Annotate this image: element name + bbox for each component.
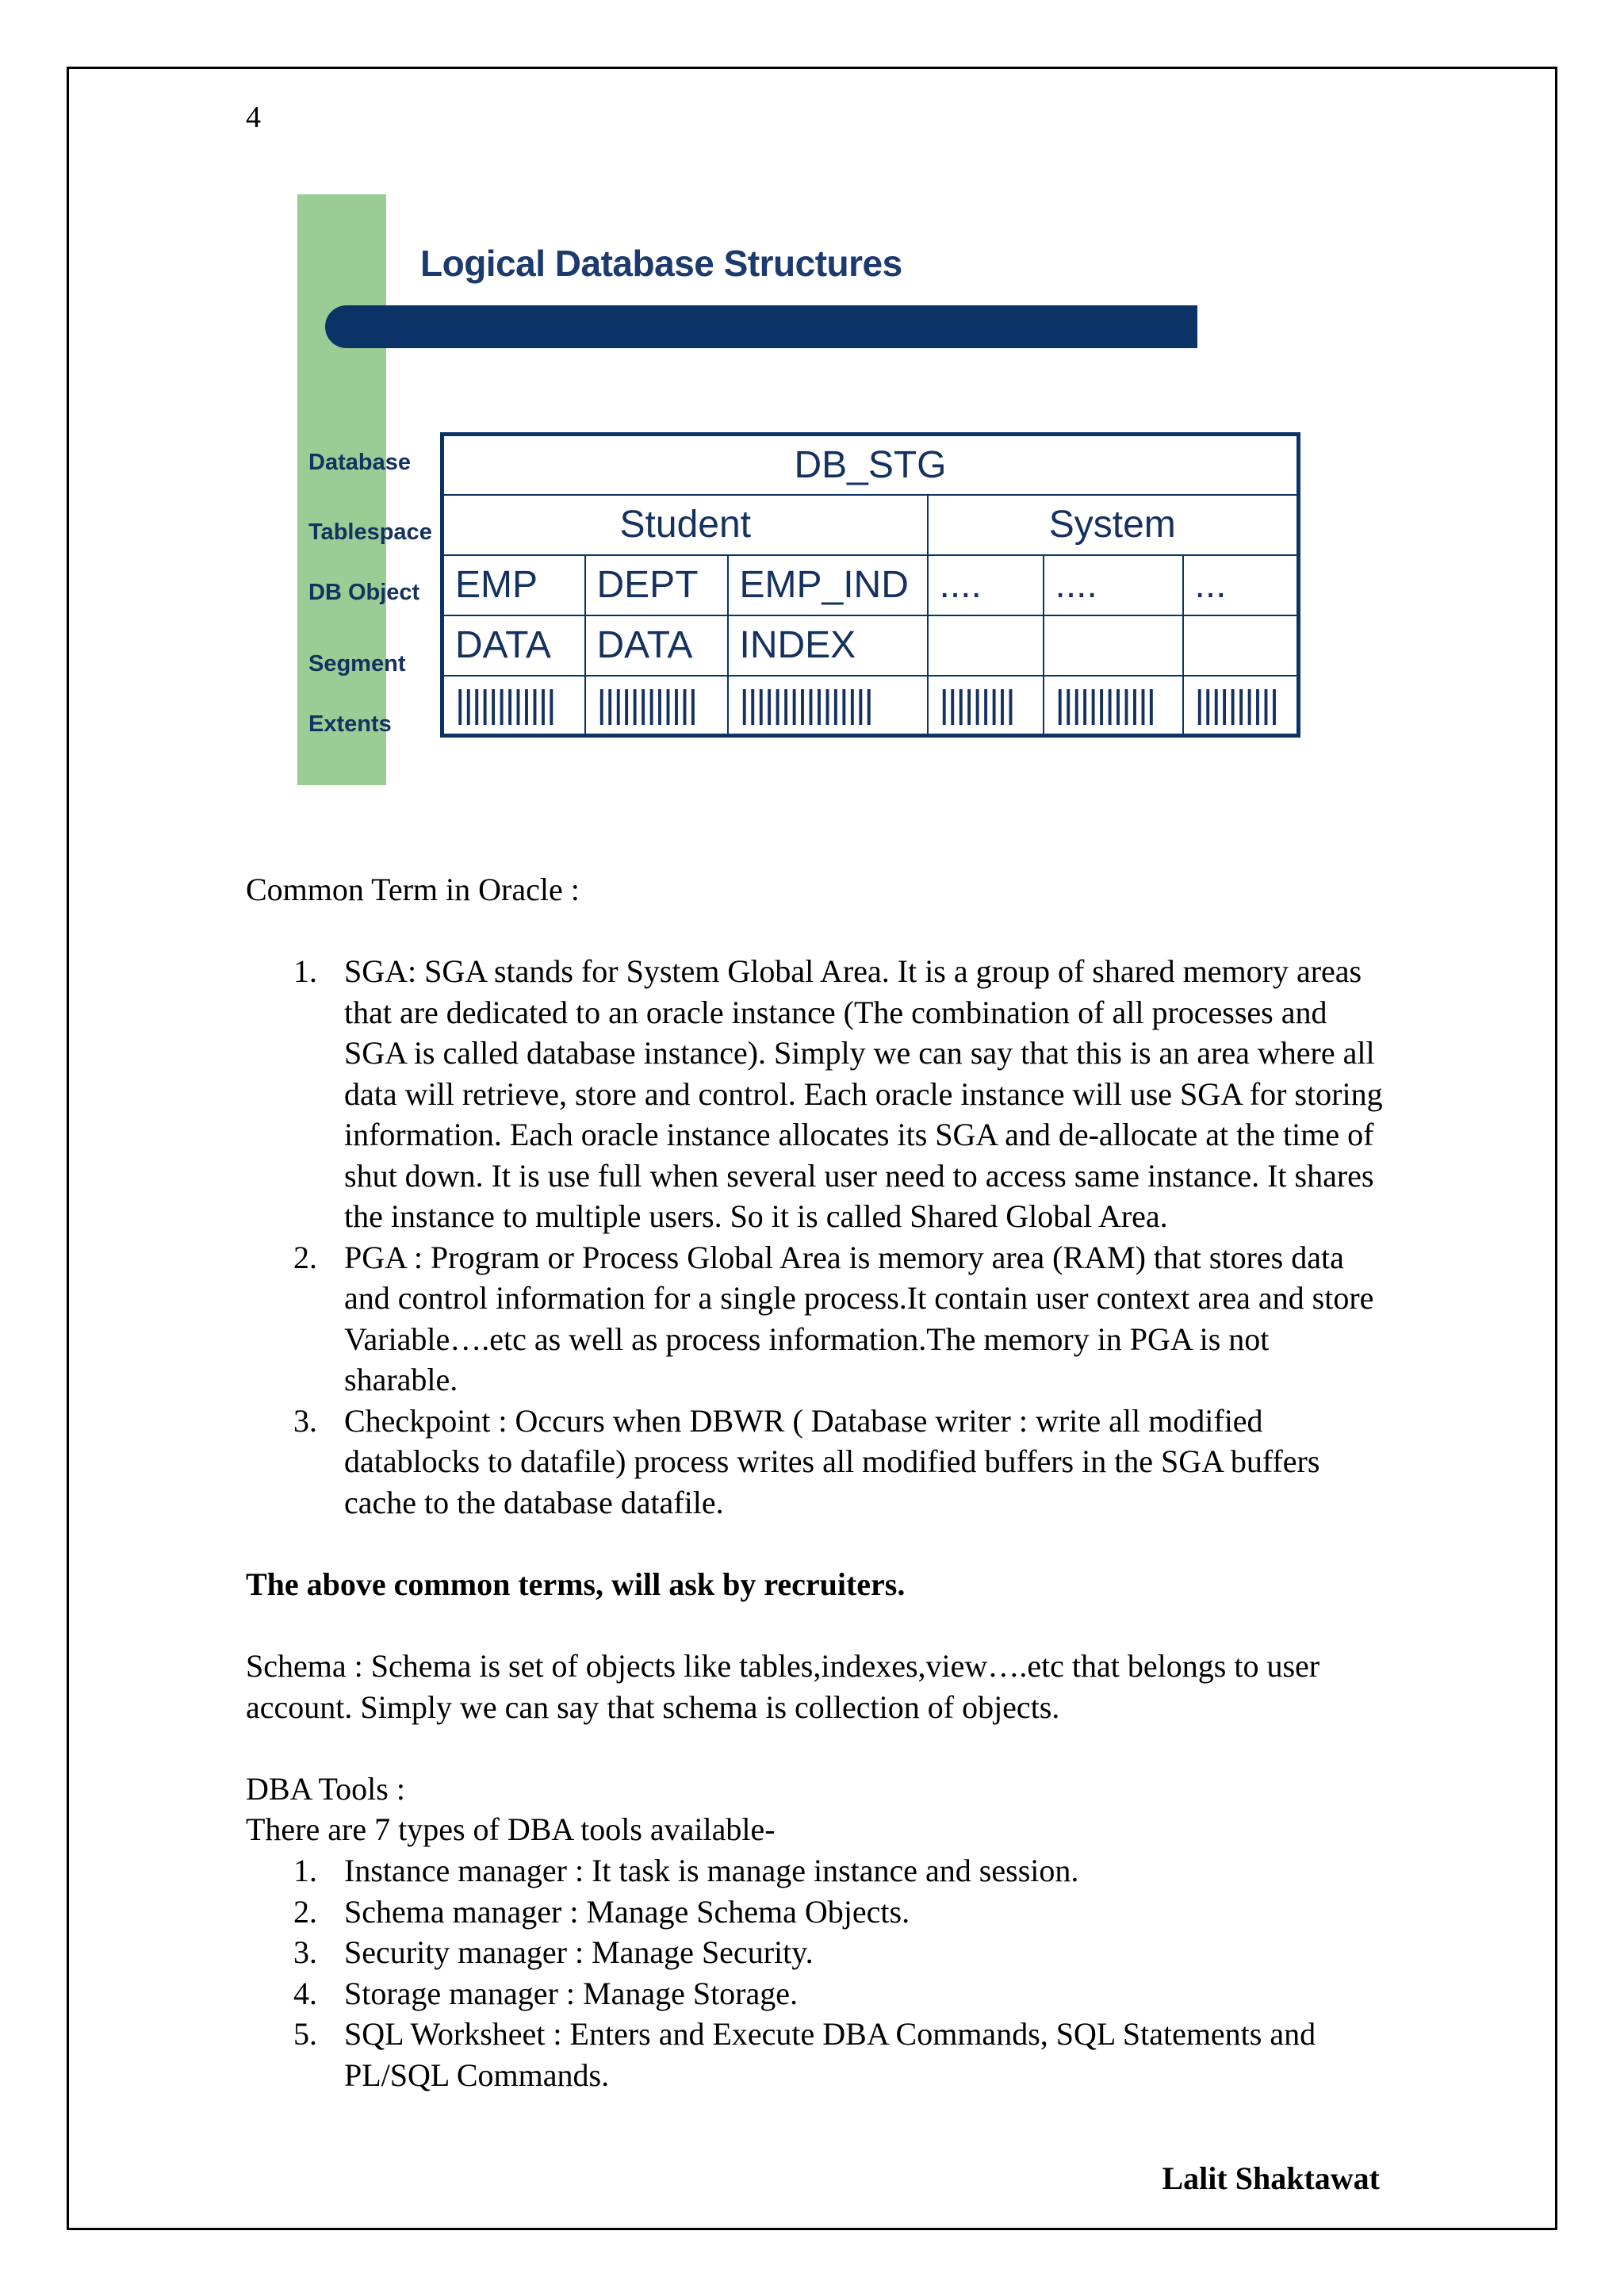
list-number: 5. <box>293 2016 317 2052</box>
row-label-extents: Extents <box>308 711 392 737</box>
figure-side-bar <box>297 194 386 785</box>
list-item <box>246 2014 1388 2095</box>
extent-cell: |||||||||||||||| <box>728 676 928 736</box>
object-cell: EMP <box>442 555 585 615</box>
object-cell: ... <box>1183 555 1299 615</box>
list-text: Checkpoint : Occurs when DBWR ( Database writer : write all modified datablocks to datafile) process writes all modified buffers in the SGA buffers cache to the database datafile. <box>344 1402 1320 1520</box>
row-label-database: Database <box>308 450 411 475</box>
list-number: 1. <box>293 953 317 989</box>
list-text: Security manager : Manage Security. <box>344 1934 814 1970</box>
list-item <box>246 1973 1388 2014</box>
extent-cell: |||||||||| <box>1183 676 1299 736</box>
page-number: 4 <box>246 101 261 134</box>
list-text: SQL Worksheet : Enters and Execute DBA Commands, SQL Statements and PL/SQL Commands. <box>344 2016 1316 2093</box>
common-terms-heading: Common Term in Oracle : <box>246 872 580 907</box>
extent-cell: |||||||||||| <box>1044 676 1183 736</box>
list-item <box>246 1237 1388 1401</box>
list-number: 2. <box>293 1893 317 1930</box>
list-item <box>246 1892 1388 1933</box>
segment-cell <box>1044 615 1183 676</box>
common-terms-list <box>246 951 1388 1523</box>
list-text: Storage manager : Manage Storage. <box>344 1975 799 2011</box>
figure-title: Logical Database Structures <box>420 243 902 284</box>
list-item <box>246 1850 1388 1892</box>
dba-tools-intro: There are 7 types of DBA tools available- <box>246 1811 776 1847</box>
segment-cell: DATA <box>442 615 585 676</box>
extent-cell: |||||||||||| <box>442 676 585 736</box>
structures-table <box>440 432 1300 738</box>
list-text: PGA : Program or Process Global Area is memory area (RAM) that stores data and control information for a single process.It contain user context area and store Variable….etc as well as process information.The memory in PGA is not sharable. <box>344 1239 1374 1397</box>
author-name: Lalit Shaktawat <box>1162 2160 1380 2196</box>
row-label-segment: Segment <box>308 651 406 677</box>
recruiter-note: The above common terms, will ask by recruiters. <box>246 1566 906 1602</box>
object-cell: DEPT <box>585 555 728 615</box>
logical-structures-figure <box>297 194 1328 789</box>
segment-cell <box>928 615 1044 676</box>
object-cell: .... <box>1044 555 1183 615</box>
segment-cell: INDEX <box>728 615 928 676</box>
row-label-db-object: DB Object <box>308 580 420 605</box>
object-cell: EMP_IND <box>728 555 928 615</box>
list-text: Instance manager : It task is manage instance and session. <box>344 1853 1079 1888</box>
segment-cell: DATA <box>585 615 728 676</box>
dba-tools-list <box>246 1850 1388 2095</box>
object-cell: .... <box>928 555 1044 615</box>
list-number: 2. <box>293 1239 317 1275</box>
list-item <box>246 1932 1388 1973</box>
tablespace-cell: System <box>928 495 1299 555</box>
list-text: SGA: SGA stands for System Global Area. It is a group of shared memory areas that are dedicated to an oracle instance (The combination of all processes and SGA is called database instance). Simply we can say that this is an area where all data will retrieve, store and control. Each oracle instance will use SGA for storing information. Each oracle instance allocates its SGA and de-allocate at the time of shut down. It is use full when several user need to access same instance. It shares the instance to multiple users. So it is called Shared Global Area. <box>344 953 1383 1234</box>
tablespace-cell: Student <box>442 495 928 555</box>
list-text: Schema manager : Manage Schema Objects. <box>344 1893 910 1930</box>
extent-cell: ||||||||| <box>928 676 1044 736</box>
segment-cell <box>1183 615 1299 676</box>
row-label-tablespace: Tablespace <box>308 519 432 545</box>
dba-tools-heading: DBA Tools : <box>246 1771 405 1807</box>
list-item <box>246 951 1388 1237</box>
list-number: 3. <box>293 1934 317 1970</box>
list-number: 1. <box>293 1853 317 1888</box>
list-number: 4. <box>293 1975 317 2011</box>
list-item <box>246 1401 1388 1524</box>
schema-paragraph: Schema : Schema is set of objects like tables,indexes,view….etc that belongs to user account. Simply we can say that schema is collection of objects. <box>246 1648 1320 1725</box>
list-number: 3. <box>293 1402 317 1439</box>
extent-cell: |||||||||||| <box>585 676 728 736</box>
figure-title-rule <box>325 305 1197 348</box>
database-cell: DB_STG <box>442 435 1299 495</box>
